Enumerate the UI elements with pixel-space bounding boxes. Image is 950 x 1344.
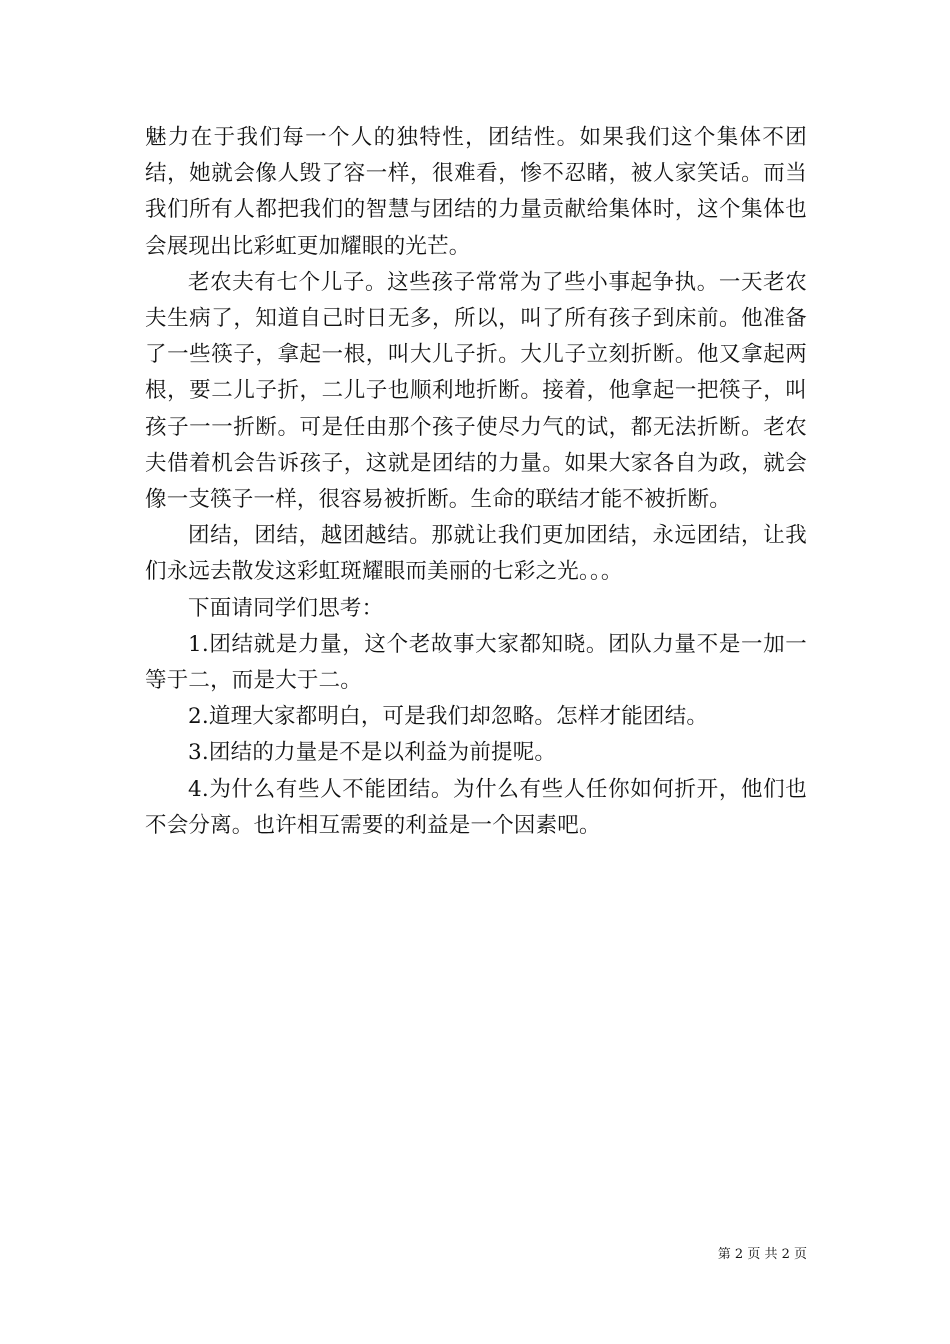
paragraph-think-prompt: 下面请同学们思考： [188, 595, 384, 621]
question-2: 2.道理大家都明白，可是我们却忽略。怎样才能团结。 [188, 704, 709, 730]
paragraph-farmer-story: 老农夫有七个儿子。这些孩子常常为了些小事起争执。一天老农夫生病了，知道自己时日无多，所以，叫了所有孩子到床前。他准备了一些筷子，拿起一根，叫大儿子折。大儿子立刻折断。他又拿起两根，要二儿子折，二儿子也顺利地折断。接着，他拿起一把筷子，叫孩子一一折断。可是任由那个孩子使尽力气的试，都无法折断。老农夫借着机会告诉孩子，这就是团结的力量。如果大家各自为政，就会像一支筷子一样，很容易被折断。生命的联结才能不被折断。 [145, 269, 807, 513]
paragraph-unity-call: 团结，团结，越团越结。那就让我们更加团结，永远团结，让我们永远去散发这彩虹斑耀眼而美丽的七彩之光。。。 [145, 523, 807, 585]
question-1: 1.团结就是力量，这个老故事大家都知晓。团队力量不是一加一等于二，而是大于二。 [145, 631, 807, 694]
paragraph-continuation: 魅力在于我们每一个人的独特性，团结性。如果我们这个集体不团结，她就会像人毁了容一样，很难看，惨不忍睹，被人家笑话。而当我们所有人都把我们的智慧与团结的力量贡献给集体时，这个集体也会展现出比彩虹更加耀眼的光芒。 [145, 125, 807, 259]
question-3: 3.团结的力量是不是以利益为前提呢。 [188, 740, 557, 766]
question-4: 4.为什么有些人不能团结。为什么有些人任你如何折开，他们也不会分离。也许相互需要的利益是一个因素吧。 [145, 776, 807, 838]
document-body [145, 120, 807, 844]
page-number-footer: 第 2 页 共 2 页 [717, 1247, 807, 1262]
